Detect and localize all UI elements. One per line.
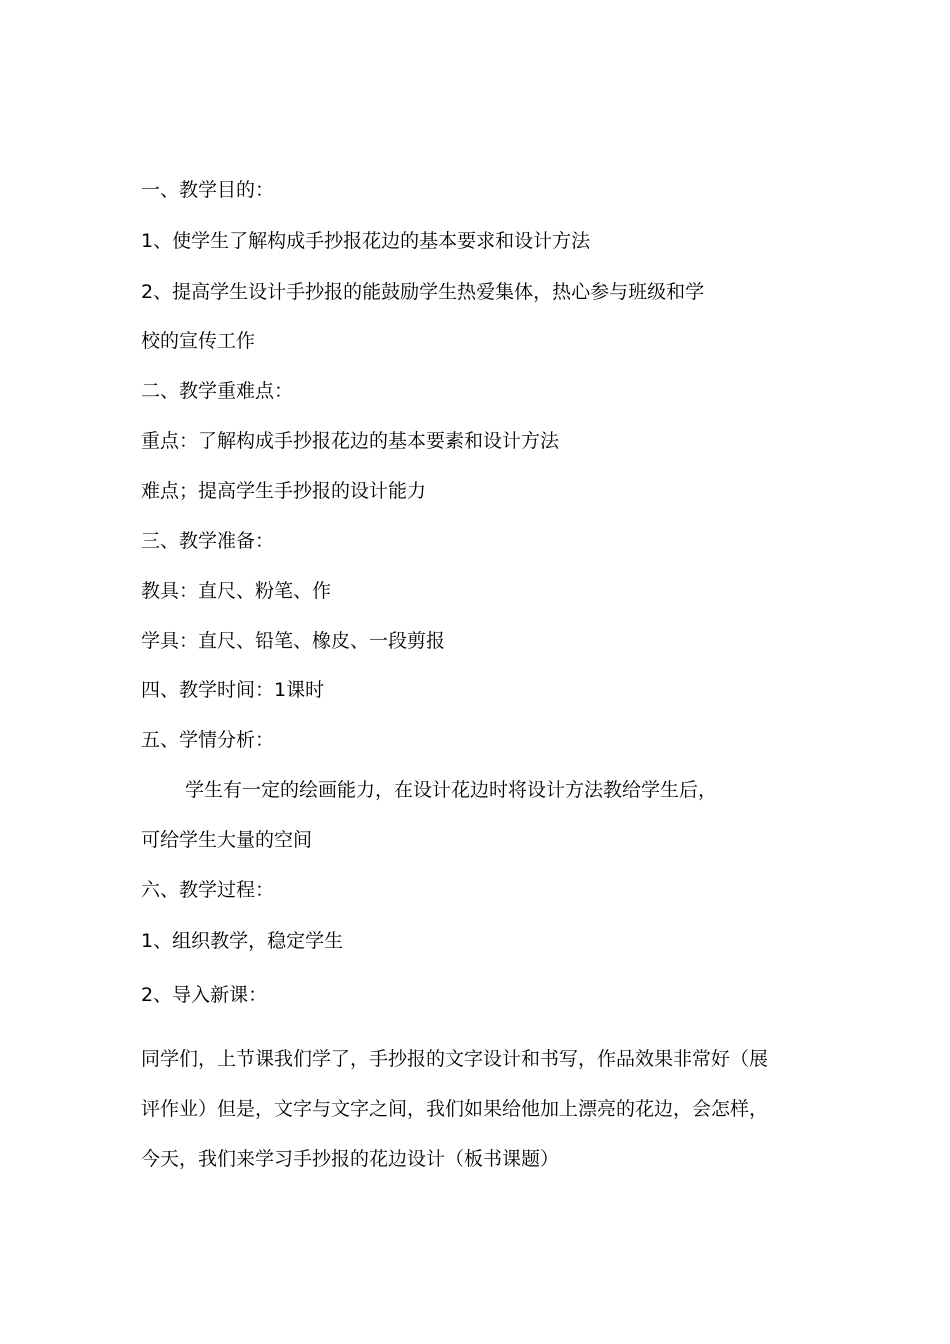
- heading-teaching-time: 四、教学时间：1课时: [141, 679, 325, 701]
- intro-paragraph-line-3: 今天，我们来学习手抄报的花边设计（板书课题）: [141, 1148, 560, 1170]
- learning-analysis-continued: 可给学生大量的空间: [141, 829, 313, 851]
- heading-teaching-preparation: 三、教学准备：: [141, 530, 275, 552]
- heading-learning-analysis: 五、学情分析：: [141, 729, 275, 751]
- intro-paragraph-line-1: 同学们，上节课我们学了，手抄报的文字设计和书写，作品效果非常好（展: [141, 1048, 769, 1070]
- objective-2-continued: 校的宣传工作: [141, 330, 256, 352]
- process-step-1: 1、组织教学，稳定学生: [141, 930, 344, 952]
- heading-teaching-objectives: 一、教学目的：: [141, 179, 275, 201]
- heading-key-difficult-points: 二、教学重难点：: [141, 380, 294, 402]
- learning-analysis-text: 学生有一定的绘画能力，在设计花边时将设计方法教给学生后，: [185, 779, 718, 801]
- objective-2: 2、提高学生设计手抄报的能鼓励学生热爱集体，热心参与班级和学: [141, 281, 705, 303]
- objective-1: 1、使学生了解构成手抄报花边的基本要求和设计方法: [141, 230, 591, 252]
- teacher-tools: 教具：直尺、粉笔、作: [141, 580, 332, 602]
- key-point: 重点：了解构成手抄报花边的基本要素和设计方法: [141, 430, 560, 452]
- process-step-2: 2、导入新课：: [141, 984, 268, 1006]
- intro-paragraph-line-2: 评作业）但是，文字与文字之间，我们如果给他加上漂亮的花边，会怎样，: [141, 1098, 769, 1120]
- difficult-point: 难点；提高学生手抄报的设计能力: [141, 480, 427, 502]
- student-tools: 学具：直尺、铅笔、橡皮、一段剪报: [141, 630, 446, 652]
- heading-teaching-process: 六、教学过程：: [141, 879, 275, 901]
